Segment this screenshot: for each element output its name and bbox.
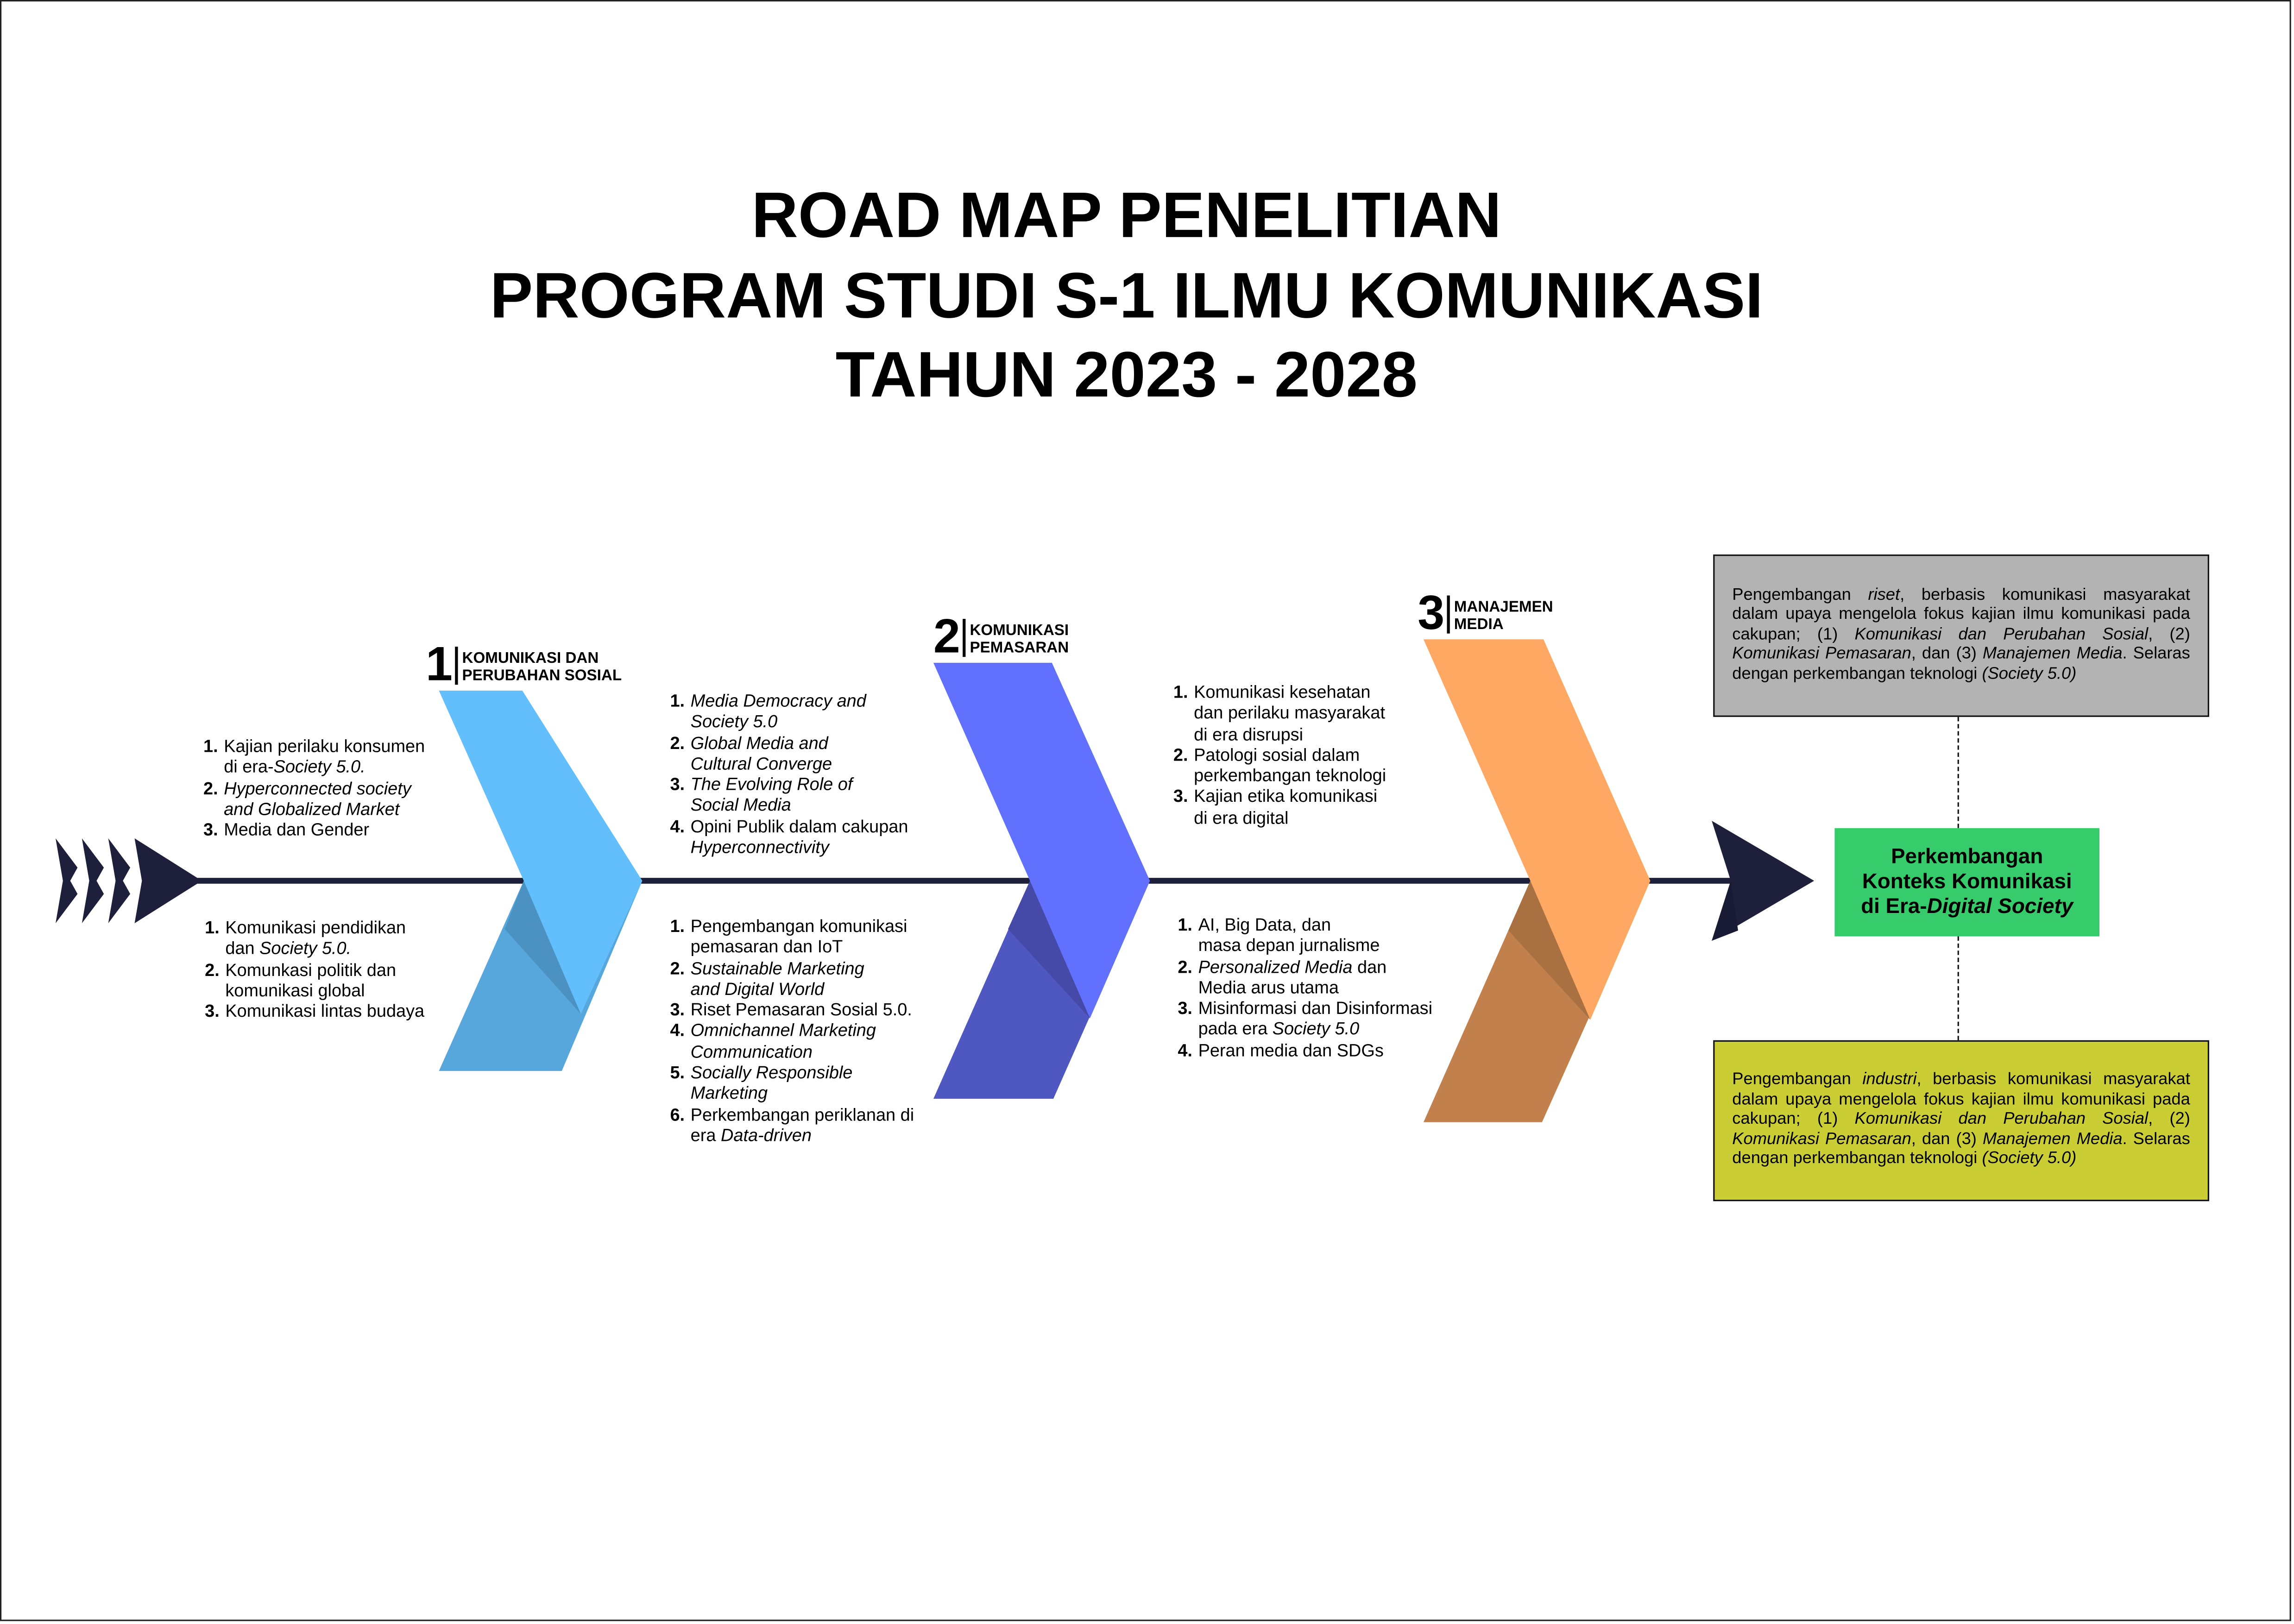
- arrow-tail-icon: [56, 838, 202, 923]
- list-item: [205, 1001, 454, 1022]
- list-item-number: 2.: [205, 959, 220, 980]
- list-item-text: Personalized Media dan Media arus utama: [1198, 956, 1387, 998]
- list-item-text: Perkembangan periklanan di era Data-driven: [690, 1104, 914, 1146]
- topic-1-label-line-2: PERUBAHAN SOSIAL: [462, 667, 622, 685]
- connector-bottom-dashed: [1958, 937, 1959, 1040]
- list-item-number: 1.: [670, 690, 685, 711]
- topic-2-heading: [933, 608, 1069, 663]
- topic-3-upper-list: [1173, 682, 1422, 828]
- list-item-number: 1.: [670, 916, 685, 937]
- list-item-number: 1.: [203, 736, 218, 756]
- topic-3-heading: [1418, 585, 1553, 640]
- list-item: [203, 736, 452, 778]
- list-item: [1173, 787, 1422, 828]
- topic-2-label: [970, 622, 1069, 657]
- list-item: [670, 691, 940, 732]
- list-item: [203, 778, 452, 819]
- list-item-text: AI, Big Data, dan masa depan jurnalisme: [1198, 914, 1380, 956]
- topic-1-divider: [455, 647, 458, 685]
- list-item-number: 1.: [1173, 681, 1188, 703]
- list-item-number: 3.: [203, 819, 218, 840]
- list-item-number: 4.: [670, 816, 685, 837]
- list-item-text: Patologi sosial dalam perkembangan teknologi: [1194, 744, 1386, 786]
- title-line-3: TAHUN 2023 - 2028: [835, 339, 1418, 411]
- list-item-number: 1.: [205, 917, 220, 938]
- list-item-number: 4.: [670, 1020, 685, 1041]
- industry-development-text: Pengembangan industri, berbasis komunikasi masyarakat dalam upaya mengelola fokus kajian ilmu komunikasi pada cakupan; (1) Komunikasi dan Perubahan Sosial, (2) Komunikasi Pemasaran, dan (3) Manajemen Media. Selaras dengan perkembangan teknologi (Society 5.0): [1732, 1071, 2190, 1168]
- list-item-text: Sustainable Marketing and Digital World: [690, 957, 864, 999]
- connector-top-dashed: [1958, 717, 1959, 828]
- list-item-number: 3.: [670, 774, 685, 795]
- topic-3-lower-list: [1178, 914, 1463, 1061]
- topic-2-number: 2: [933, 608, 960, 663]
- list-item: [670, 1000, 940, 1020]
- list-item-number: 3.: [205, 1001, 220, 1022]
- topic-2-label-line-1: KOMUNIKASI: [970, 622, 1069, 640]
- topic-2-label-line-2: PEMASARAN: [970, 639, 1069, 657]
- list-item-text: Riset Pemasaran Sosial 5.0.: [690, 999, 912, 1020]
- topic-2-upper-list: [670, 691, 940, 858]
- list-item-text: The Evolving Role of Social Media: [690, 774, 853, 816]
- list-item-number: 6.: [670, 1104, 685, 1125]
- list-item-text: Komunikasi kesehatan dan perilaku masyarakat di era disrupsi: [1194, 681, 1385, 744]
- topic-2-lower-list: [670, 916, 940, 1146]
- list-item-number: 2.: [1178, 956, 1192, 977]
- list-item: [1178, 1040, 1463, 1061]
- list-item-number: 2.: [1173, 744, 1188, 765]
- list-item: [670, 1104, 940, 1146]
- list-item: [1178, 914, 1463, 956]
- list-item: [670, 774, 940, 816]
- list-item-number: 3.: [1178, 998, 1192, 1019]
- topic-1-label: [462, 649, 622, 685]
- topic-3-number: 3: [1418, 585, 1445, 640]
- list-item-text: Omnichannel Marketing Communication: [690, 1020, 876, 1062]
- topic-3-label: [1454, 598, 1553, 634]
- goal-text: Perkembangan Konteks Komunikasi di Era-Digital Society: [1861, 845, 2073, 919]
- topic-1-label-line-1: KOMUNIKASI DAN: [462, 649, 599, 667]
- list-item-number: 2.: [203, 778, 218, 799]
- list-item-text: Kajian etika komunikasi di era digital: [1194, 786, 1378, 828]
- list-item-number: 1.: [1178, 914, 1192, 935]
- list-item: [1173, 744, 1422, 786]
- list-item-text: Hyperconnected society and Globalized Market: [224, 778, 411, 819]
- list-item-text: Opini Publik dalam cakupan Hyperconnectivity: [690, 816, 908, 858]
- list-item-text: Komunikasi lintas budaya: [225, 1001, 425, 1022]
- industry-development-box: [1713, 1040, 2209, 1201]
- list-item: [1178, 998, 1463, 1040]
- goal-box: [1834, 828, 2099, 937]
- list-item: [1178, 956, 1463, 998]
- list-item: [205, 917, 454, 959]
- list-item-text: Media Democracy and Society 5.0: [690, 690, 866, 732]
- topic-2-divider: [963, 619, 965, 657]
- list-item-number: 2.: [670, 957, 685, 978]
- topic-1-upper-list: [203, 736, 452, 841]
- list-item-text: Global Media and Cultural Converge: [690, 732, 832, 774]
- list-item: [670, 1020, 940, 1062]
- list-item-number: 3.: [1173, 786, 1188, 807]
- list-item-number: 5.: [670, 1062, 685, 1083]
- list-item-text: Komunikasi pendidikan dan Society 5.0.: [225, 917, 406, 959]
- research-development-box: [1713, 554, 2209, 717]
- list-item-number: 3.: [670, 999, 685, 1020]
- list-item: [670, 916, 940, 957]
- topic-1-lower-list: [205, 917, 454, 1022]
- list-item-text: Komunkasi politik dan komunikasi global: [225, 959, 397, 1001]
- list-item: [670, 1062, 940, 1104]
- spine-line: [176, 878, 1741, 884]
- topic-3-label-line-1: MANAJEMEN: [1454, 598, 1553, 616]
- topic-3-label-line-2: MEDIA: [1454, 616, 1504, 634]
- list-item: [670, 816, 940, 858]
- list-item-text: Kajian perilaku konsumen di era-Society 5.0.: [224, 736, 425, 778]
- list-item-text: Misinformasi dan Disinformasi pada era Society 5.0: [1198, 998, 1433, 1040]
- research-development-text: Pengembangan riset, berbasis komunikasi masyarakat dalam upaya mengelola fokus kajian ilmu komunikasi pada cakupan; (1) Komunikasi dan Perubahan Sosial, (2) Komunikasi Pemasaran, dan (3) Manajemen Media. Selaras dengan perkembangan teknologi (Society 5.0): [1732, 586, 2190, 683]
- topic-1-heading: [426, 636, 622, 691]
- list-item-text: Pengembangan komunikasi pemasaran dan IoT: [690, 916, 908, 957]
- list-item-number: 2.: [670, 732, 685, 753]
- topic-3-divider: [1448, 596, 1450, 634]
- list-item: [203, 819, 452, 840]
- list-item-number: 4.: [1178, 1040, 1192, 1061]
- list-item-text: Media dan Gender: [224, 819, 370, 840]
- title-line-2: PROGRAM STUDI S-1 ILMU KOMUNIKASI: [490, 260, 1763, 333]
- list-item: [670, 958, 940, 1000]
- list-item-text: Socially Responsible Marketing: [690, 1062, 853, 1104]
- list-item: [1173, 682, 1422, 744]
- list-item: [670, 732, 940, 774]
- title-line-1: ROAD MAP PENELITIAN: [751, 180, 1502, 252]
- list-item-text: Peran media dan SDGs: [1198, 1040, 1384, 1061]
- topic-1-number: 1: [426, 636, 453, 691]
- list-item: [205, 959, 454, 1001]
